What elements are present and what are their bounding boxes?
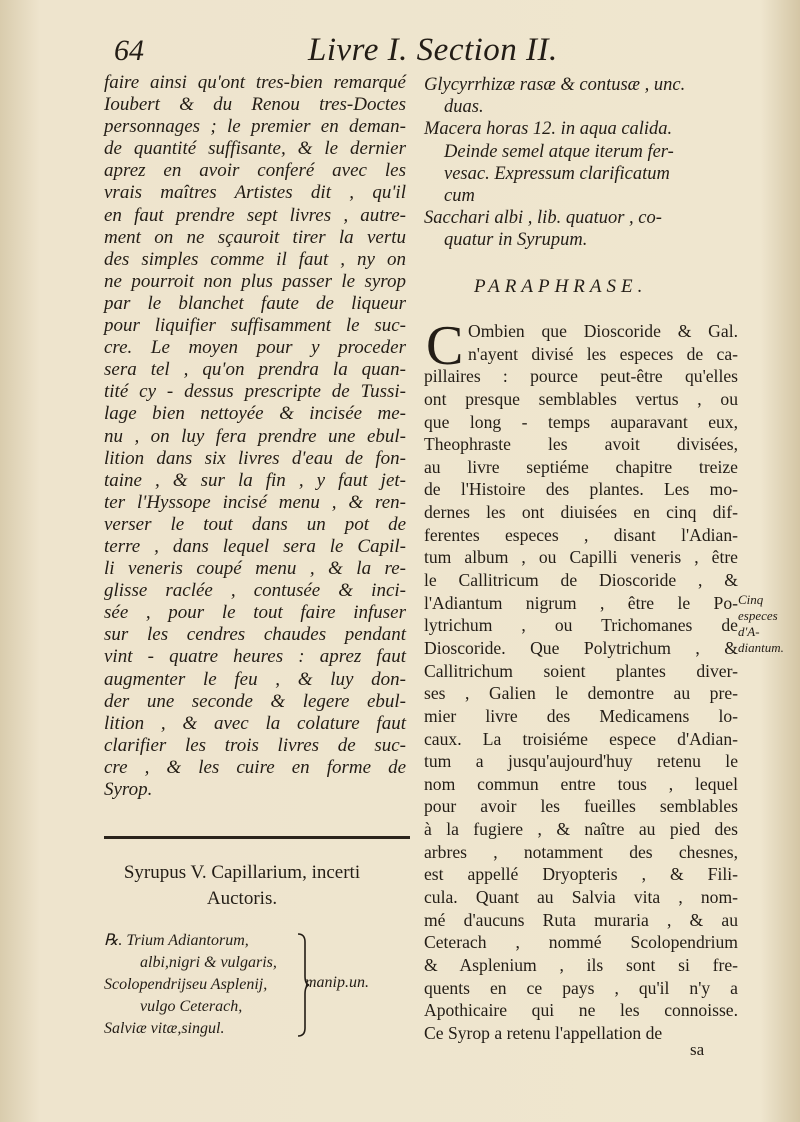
text-line: Ceterach , nommé Scolopendrium (424, 932, 738, 953)
text-line: le Callitricum de Dioscoride , & (424, 570, 738, 591)
text-line: nom commun entre tous , lequel (424, 773, 738, 794)
recipe-line: Deinde semel atque iterum fer- (444, 141, 674, 162)
text-line: nu , on luy fera prendre une ebul- (104, 425, 406, 447)
syrup-title (92, 860, 392, 912)
text-line: tum a jusqu'aujourd'huy retenu le (424, 751, 738, 772)
text-line: augmenter le feu , & luy don- (104, 668, 406, 690)
text-line: ter l'Hyssope incisé menu , & ren- (104, 491, 406, 513)
text-line: ferentes especes , disant l'Adian- (424, 524, 738, 545)
paraphrase-text (424, 315, 738, 1045)
text-line: sur les cendres chaudes pendant (104, 624, 406, 646)
text-line: de quantité suffisante, & le dernier (104, 138, 406, 160)
recipe-line: Sacchari albi , lib. quatuor , co- (424, 208, 662, 229)
recipe-line: Macera horas 12. in aqua calida. (424, 119, 673, 140)
recipe-line: Salviæ vitæ,singul. (104, 1020, 225, 1037)
text-line: ne pourroit non plus passer le syrop (104, 270, 406, 292)
text-line: des simples comme il faut , ny on (104, 248, 406, 270)
recipe-line: Glycyrrhizæ rasæ & contusæ , unc. (424, 75, 686, 95)
text-line: Syrop. (104, 779, 153, 800)
text-line: terre , dans lequel sera le Capil- (104, 535, 406, 557)
paraphrase-heading: PARAPHRASE. (474, 276, 648, 297)
text-line: caux. La troisiéme espece d'Adian- (424, 728, 738, 749)
recipe-line: cum (444, 185, 475, 206)
text-line: tité cy - dessus prescripte de Tussi- (104, 381, 406, 403)
syrup-title-line-2: Auctoris. (206, 888, 278, 909)
text-line: & Asplenium , ils sont si fre- (424, 954, 738, 975)
text-line: Ce Syrop a retenu l'appellation de (424, 1022, 663, 1043)
text-line: cula. Quant au Salvia vita , nom- (424, 887, 738, 908)
text-line: sée , pour le tout faire infuser (104, 602, 406, 624)
left-column-text (104, 72, 406, 801)
text-line: à la fugiere , & naître au pied des (424, 819, 738, 840)
text-line: cre. Le moyen pour y proceder (104, 337, 406, 359)
text-line: lition dans six livres d'eau de fon- (104, 447, 406, 469)
recipe-line: albi,nigri & vulgaris, (140, 954, 277, 971)
text-line: lition , & avec la colature faut (104, 712, 406, 734)
text-line: cre , & les cuire en forme de (104, 756, 406, 778)
text-line: en faut prendre sept livres , autre- (104, 204, 406, 226)
recipe-quantity: manip.un. (305, 974, 369, 991)
text-line: glisse raclée , contusée & inci- (104, 580, 406, 602)
margin-note-line: especes (738, 608, 778, 623)
margin-note (738, 592, 784, 656)
text-line: sera tel , qu'on prendra la quan- (104, 359, 406, 381)
page-number: 64 (114, 34, 144, 67)
text-line: lage bien nettoyée & incisée me- (104, 403, 406, 425)
text-line: Ioubert & du Renou tres-Doctes (104, 94, 406, 116)
text-line: faire ainsi qu'ont tres-bien remarqué (104, 72, 406, 93)
text-line: ment on ne sçauroit tirer la vertu (104, 226, 406, 248)
recipe-line: vesac. Expressum clarificatum (444, 163, 670, 184)
text-line: clarifier les trois livres de suc- (104, 734, 406, 756)
text-line: pour avoir les fueilles semblables (424, 796, 738, 817)
text-line: ses , Galien le demontre au pre- (424, 683, 738, 704)
right-column-recipe-end (424, 74, 736, 252)
margin-note-line: d'A- (738, 624, 760, 639)
text-line: dernes les ont diuisées en cinq dif- (424, 502, 738, 523)
recipe-block (104, 930, 444, 1040)
text-line: de l'Histoire des plantes. Les mo- (424, 479, 738, 500)
text-line: l'Adiantum nigrum , être le Po- (424, 592, 738, 613)
text-line: par le blanchet faute de liqueur (104, 292, 406, 314)
margin-note-line: diantum. (738, 640, 784, 655)
text-line: Callitrichum soient plantes diver- (424, 660, 738, 681)
text-line: Ombien que Dioscoride & Gal. (468, 321, 738, 341)
text-line: verser le tout dans un pot de (104, 513, 406, 535)
text-line: vint - quatre heures : aprez faut (104, 646, 406, 668)
text-line: vrais maîtres Artistes dit , qu'il (104, 182, 406, 204)
drop-cap: C (426, 315, 464, 377)
recipe-line: ℞. Trium Adiantorum, (104, 932, 249, 949)
text-line: pillaires : pource peut-être qu'elles (424, 366, 738, 387)
recipe-line: Scolopendrijseu Asplenij, (104, 976, 268, 993)
margin-note-line: Cinq (738, 592, 764, 607)
catchword: sa (690, 1040, 705, 1059)
page-header (0, 28, 800, 78)
text-line: tum album , ou Capilli veneris , être (424, 547, 738, 568)
text-line: n'ayent divisé les especes de ca- (468, 343, 738, 364)
text-line: au livre septiéme chapitre treize (424, 456, 738, 477)
text-line: taine , & sur la fin , y faut jet- (104, 469, 406, 491)
text-line: mé d'aucuns Ruta muraria , & au (424, 909, 738, 930)
text-line: Theophraste les avoit divisées, (424, 434, 738, 455)
recipe-line: vulgo Ceterach, (140, 998, 243, 1015)
text-line: aprez en avoir conferé avec les (104, 160, 406, 182)
text-line: est appellé Dryopteris , & Fili- (424, 864, 738, 885)
syrup-title-line-1: Syrupus V. Capillarium, incerti (123, 862, 361, 883)
text-line: der une seconde & legere ebul- (104, 690, 406, 712)
running-title: Livre I. Section II. (308, 32, 558, 68)
text-line: Dioscoride. Que Polytrichum , & (424, 637, 738, 658)
section-rule (104, 836, 410, 839)
text-line: quents en ce pays , qu'il n'y a (424, 977, 738, 998)
recipe-line: quatur in Syrupum. (444, 230, 588, 251)
text-line: que long - temps auparavant eux, (424, 411, 738, 432)
text-line: Apothicaire qui ne les connoisse. (424, 1000, 738, 1021)
text-line: li veneris coupé menu , & la re- (104, 558, 406, 580)
text-line: personnages ; le premier en deman- (104, 116, 406, 138)
text-line: arbres , notamment des chesnes, (424, 841, 738, 862)
text-line: mier livre des Medicamens lo- (424, 705, 738, 726)
text-line: lytrichum , ou Trichomanes de (424, 615, 738, 636)
text-line: ont presque semblables vertus , ou (424, 388, 738, 409)
text-line: pour liquifier suffisamment le suc- (104, 315, 406, 337)
recipe-line: duas. (444, 97, 484, 118)
